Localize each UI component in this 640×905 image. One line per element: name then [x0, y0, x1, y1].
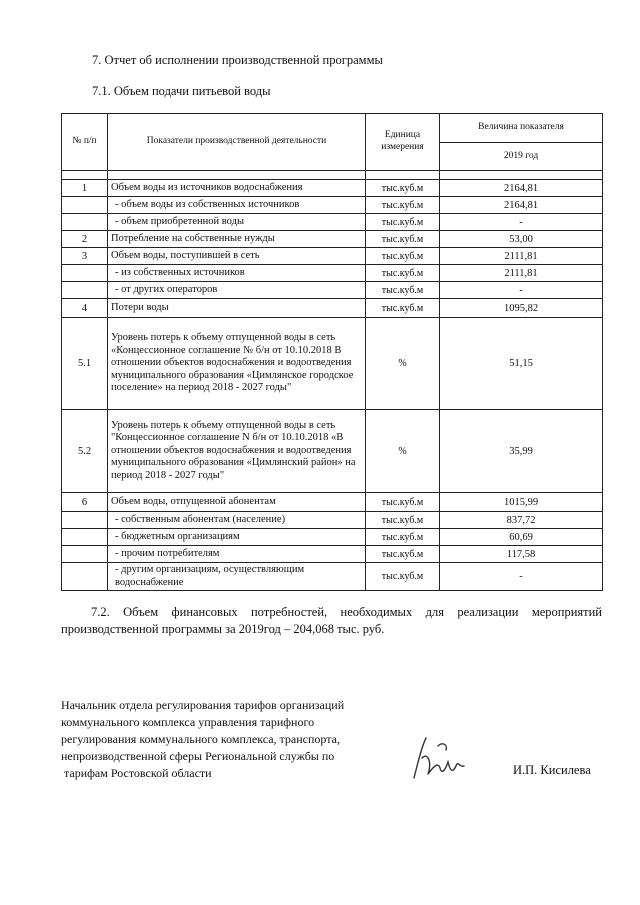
indicator-name: - объем приобретенной воды: [108, 214, 366, 231]
indicator-name: - из собственных источников: [108, 265, 366, 282]
unit-of-measure: тыс.куб.м: [366, 197, 440, 214]
unit-of-measure: %: [366, 318, 440, 410]
header-num: № п/п: [62, 114, 108, 171]
row-number: [62, 214, 108, 231]
table-row: [62, 248, 603, 265]
table-row: [62, 546, 603, 563]
indicator-value: -: [440, 282, 603, 299]
indicator-name: Уровень потерь к объему отпущенной воды в сеть "Концессионное соглашение N б/н от 10.10.2018 «В отношении объектов водоснабжения и водоотведения муниципального образования «Цимлянский район» на период 2018 - 2027 годы": [108, 410, 366, 493]
indicator-name: - объем воды из собственных источников: [108, 197, 366, 214]
indicator-value: 60,69: [440, 529, 603, 546]
section-title-report: 7. Отчет об исполнении производственной программы: [92, 53, 383, 67]
row-number: 3: [62, 248, 108, 265]
unit-of-measure: тыс.куб.м: [366, 512, 440, 529]
table-row: [62, 197, 603, 214]
table-row: [62, 563, 603, 591]
indicator-value: 1095,82: [440, 299, 603, 318]
indicator-name: - бюджетным организациям: [108, 529, 366, 546]
unit-of-measure: тыс.куб.м: [366, 248, 440, 265]
row-number: [62, 529, 108, 546]
unit-of-measure: тыс.куб.м: [366, 265, 440, 282]
header-indicator: Показатели производственной деятельности: [108, 114, 366, 171]
indicator-value: -: [440, 563, 603, 591]
indicator-name: Уровень потерь к объему отпущенной воды в сеть «Концессионное соглашение № б/н от 10.10.2018 В отношении объектов водоснабжения и водоотведения муниципального образования «Цимлянское городское поселение» на период 2018 - 2027 годы": [108, 318, 366, 410]
unit-of-measure: тыс.куб.м: [366, 231, 440, 248]
water-supply-table: [61, 113, 603, 591]
position-line: непроизводственной сферы Региональной службы по: [61, 749, 335, 764]
indicator-name: Объем воды из источников водоснабжения: [108, 180, 366, 197]
indicator-value: 2164,81: [440, 197, 603, 214]
indicator-name: - от других операторов: [108, 282, 366, 299]
header-year: 2019 год: [440, 143, 603, 171]
row-number: 4: [62, 299, 108, 318]
row-number: [62, 563, 108, 591]
indicator-value: 117,58: [440, 546, 603, 563]
table-row: [62, 410, 603, 493]
table-row: [62, 231, 603, 248]
unit-of-measure: тыс.куб.м: [366, 180, 440, 197]
unit-of-measure: тыс.куб.м: [366, 214, 440, 231]
indicator-name: Объем воды, поступившей в сеть: [108, 248, 366, 265]
row-number: 5.1: [62, 318, 108, 410]
indicator-name: - собственным абонентам (население): [108, 512, 366, 529]
table-row: [62, 493, 603, 512]
unit-of-measure: тыс.куб.м: [366, 563, 440, 591]
position-line: тарифам Ростовской области: [61, 766, 212, 781]
row-number: 5.2: [62, 410, 108, 493]
indicator-name: Потери воды: [108, 299, 366, 318]
signer-name: И.П. Кисилева: [513, 763, 591, 777]
indicator-value: 2111,81: [440, 248, 603, 265]
indicator-name: Потребление на собственные нужды: [108, 231, 366, 248]
position-line: Начальник отдела регулирования тарифов организаций: [61, 698, 345, 712]
indicator-name: Объем воды, отпущенной абонентам: [108, 493, 366, 512]
unit-of-measure: тыс.куб.м: [366, 493, 440, 512]
row-number: [62, 512, 108, 529]
unit-of-measure: %: [366, 410, 440, 493]
row-number: [62, 265, 108, 282]
section-title-water-supply: 7.1. Объем подачи питьевой воды: [92, 84, 271, 98]
unit-of-measure: тыс.куб.м: [366, 546, 440, 563]
indicator-name: - другим организациям, осуществляющим водоснабжение: [108, 563, 366, 591]
indicator-value: 837,72: [440, 512, 603, 529]
indicator-value: 51,15: [440, 318, 603, 410]
table-row: [62, 265, 603, 282]
row-number: 6: [62, 493, 108, 512]
indicator-value: -: [440, 214, 603, 231]
row-number: 1: [62, 180, 108, 197]
table-row: [62, 512, 603, 529]
row-number: 2: [62, 231, 108, 248]
unit-of-measure: тыс.куб.м: [366, 299, 440, 318]
table-row: [62, 299, 603, 318]
row-number: [62, 546, 108, 563]
header-unit: Единица измерения: [366, 114, 440, 171]
table-body: [62, 171, 603, 591]
table-row: [62, 282, 603, 299]
row-number: [62, 282, 108, 299]
position-line: регулирования коммунального комплекса, транспорта,: [61, 732, 340, 747]
row-number: [62, 197, 108, 214]
indicator-name: - прочим потребителям: [108, 546, 366, 563]
indicator-value: 35,99: [440, 410, 603, 493]
table-row: [62, 214, 603, 231]
financial-needs-paragraph: 7.2. Объем финансовых потребностей, необходимых для реализации мероприятий производственной программы за 2019год – 204,068 тыс. руб.: [61, 605, 602, 636]
table-row: [62, 318, 603, 410]
table-row: [62, 180, 603, 197]
unit-of-measure: тыс.куб.м: [366, 282, 440, 299]
indicator-value: 53,00: [440, 231, 603, 248]
indicator-value: 2111,81: [440, 265, 603, 282]
handwritten-signature: [408, 732, 470, 788]
indicator-value: 1015,99: [440, 493, 603, 512]
signatory-position: [61, 697, 391, 782]
indicator-value: 2164,81: [440, 180, 603, 197]
table-row: [62, 529, 603, 546]
unit-of-measure: тыс.куб.м: [366, 529, 440, 546]
header-value: Величина показателя: [440, 114, 603, 143]
position-line: коммунального комплекса управления тарифного: [61, 715, 315, 730]
